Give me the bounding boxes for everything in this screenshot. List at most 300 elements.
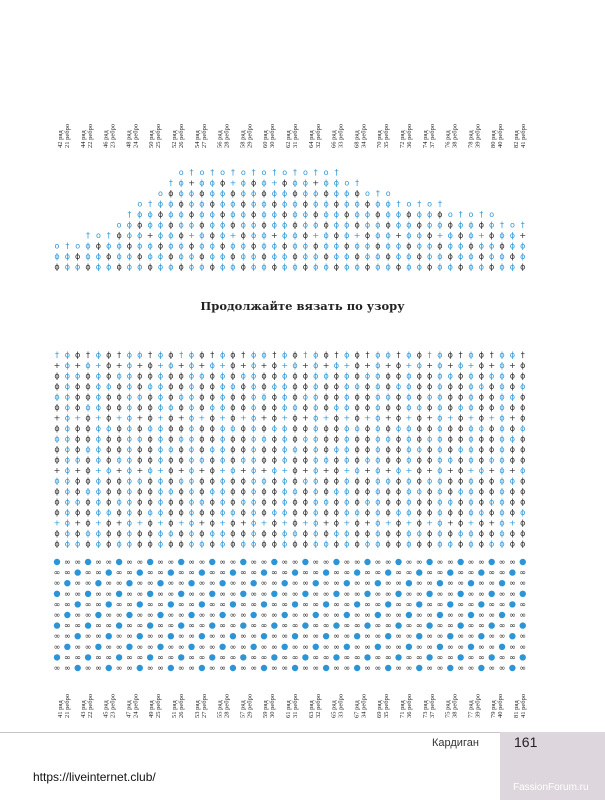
stitch-symbol: o (385, 189, 391, 198)
stitch-symbol: ϕ (489, 445, 495, 454)
stitch-symbol: ϕ (333, 476, 340, 486)
ring-symbol: ∞ (364, 642, 371, 652)
stitch-symbol: ϕ (126, 487, 133, 496)
stitch-symbol: ϕ (282, 350, 288, 360)
stitch-symbol: ϕ (209, 455, 215, 465)
ring-symbol: ∞ (364, 663, 371, 673)
stitch-symbol: ϕ (230, 518, 236, 528)
stitch-symbol: † (396, 199, 401, 209)
stitch-symbol: ϕ (458, 539, 464, 549)
stitch-symbol: † (437, 199, 442, 209)
stitch-symbol: ϕ (116, 497, 122, 507)
stitch-symbol: ϕ (188, 199, 195, 209)
stitch-symbol: ϕ (219, 371, 226, 381)
stitch-symbol: ϕ (416, 455, 422, 465)
stitch-symbol: ϕ (168, 497, 174, 507)
stitch-symbol: ϕ (375, 487, 381, 496)
stitch-symbol: ϕ (333, 497, 340, 507)
stitch-symbol: ϕ (354, 252, 360, 261)
stitch-symbol: ϕ (147, 262, 153, 272)
stitch-symbol: ϕ (75, 371, 81, 381)
stitch-symbol: ϕ (64, 361, 70, 370)
stitch-symbol: ϕ (468, 231, 474, 240)
stitch-symbol: + (467, 466, 475, 475)
stitch-symbol: ϕ (199, 189, 205, 198)
stitch-symbol: ϕ (209, 382, 215, 391)
ring-symbol: ∞ (302, 568, 309, 578)
purl-dot (406, 644, 412, 650)
stitch-symbol: ϕ (426, 455, 433, 465)
purl-dot (489, 559, 495, 565)
stitch-symbol: ϕ (313, 199, 319, 209)
ring-symbol: ∞ (405, 589, 413, 599)
row-label-text: 78 ряд (467, 130, 475, 148)
purl-dot (54, 559, 60, 565)
ring-symbol: ∞ (478, 642, 485, 652)
purl-dot (416, 665, 422, 671)
ring-symbol: ∞ (353, 557, 361, 567)
ring-symbol: ∞ (105, 652, 113, 662)
purl-dot (168, 601, 174, 607)
stitch-symbol: + (219, 361, 226, 370)
stitch-symbol: ϕ (375, 210, 381, 219)
row-label (331, 694, 345, 718)
stitch-symbol: ϕ (251, 424, 257, 433)
stitch-symbol: ϕ (209, 424, 215, 433)
ring-symbol: ∞ (498, 599, 506, 609)
stitch-symbol: ϕ (230, 413, 236, 423)
stitch-symbol: ϕ (219, 508, 226, 517)
purl-dot (416, 633, 422, 639)
stitch-symbol: ϕ (313, 518, 319, 528)
ring-symbol: ∞ (229, 557, 237, 567)
purl-dot (230, 569, 236, 575)
ring-symbol: ∞ (157, 568, 164, 578)
ring-symbol: ∞ (260, 589, 268, 599)
stitch-symbol: ϕ (147, 487, 153, 496)
stitch-symbol: ϕ (85, 466, 91, 475)
ring-symbol: ∞ (415, 578, 423, 588)
stitch-symbol: ϕ (282, 199, 288, 209)
stitch-symbol: + (260, 413, 268, 423)
purl-dot (489, 622, 495, 628)
stitch-symbol: ϕ (168, 189, 174, 198)
row-label (285, 694, 299, 718)
stitch-symbol: ϕ (147, 371, 153, 381)
ring-symbol: ∞ (115, 599, 123, 609)
stitch-symbol: ϕ (292, 350, 298, 360)
stitch-symbol: + (115, 361, 123, 370)
stitch-symbol: ϕ (292, 231, 298, 240)
stitch-symbol: ϕ (261, 434, 267, 444)
stitch-symbol: ϕ (282, 392, 288, 402)
ring-symbol: ∞ (333, 578, 340, 588)
stitch-symbol: ϕ (188, 508, 195, 517)
stitch-symbol: + (302, 361, 309, 370)
stitch-symbol: + (405, 361, 413, 370)
row-label-text: 40 ребро (497, 693, 505, 718)
stitch-symbol: ϕ (302, 231, 309, 240)
stitch-symbol: ϕ (116, 262, 122, 272)
purl-dot (313, 580, 319, 586)
stitch-symbol: ϕ (188, 392, 195, 402)
stitch-symbol: ϕ (271, 361, 277, 370)
ring-symbol: ∞ (291, 621, 299, 631)
ring-symbol: ∞ (519, 663, 527, 673)
stitch-symbol: ϕ (458, 424, 464, 433)
stitch-symbol: ϕ (520, 424, 526, 433)
purl-dot (230, 633, 236, 639)
stitch-symbol: † (334, 350, 339, 360)
stitch-symbol: ϕ (385, 392, 391, 402)
row-label (148, 694, 162, 718)
stitch-symbol: ϕ (240, 241, 246, 251)
stitch-symbol: ϕ (447, 539, 453, 549)
purl-dot (520, 654, 526, 660)
stitch-symbol: ϕ (499, 413, 505, 423)
stitch-symbol: ϕ (302, 455, 309, 465)
purl-dot (54, 622, 60, 628)
stitch-symbol: ϕ (64, 434, 70, 444)
stitch-symbol: ϕ (188, 403, 195, 412)
stitch-symbol: ϕ (261, 476, 267, 486)
ring-symbol: ∞ (498, 568, 506, 578)
stitch-symbol: ϕ (85, 361, 91, 370)
stitch-symbol: ϕ (199, 241, 205, 251)
stitch-symbol: ϕ (292, 199, 298, 209)
purl-dot (261, 633, 267, 639)
stitch-symbol: ϕ (364, 252, 371, 261)
row-label-text: 80 ряд (490, 130, 498, 148)
stitch-symbol: ϕ (437, 434, 443, 444)
ring-symbol: ∞ (105, 621, 113, 631)
stitch-symbol: ϕ (323, 529, 329, 538)
stitch-symbol: ϕ (302, 199, 309, 209)
stitch-symbol: ϕ (282, 220, 288, 230)
stitch-symbol: † (230, 168, 235, 177)
stitch-symbol: ϕ (354, 497, 360, 507)
stitch-symbol: ϕ (509, 241, 516, 251)
ring-symbol: ∞ (415, 610, 423, 620)
stitch-symbol: ϕ (499, 392, 505, 402)
stitch-symbol: ϕ (116, 476, 122, 486)
row-label-text: 53 ряд (193, 700, 201, 718)
ring-symbol: ∞ (105, 610, 113, 620)
stitch-symbol: ϕ (499, 529, 505, 538)
stitch-symbol: ϕ (54, 476, 60, 486)
purl-dot (499, 580, 505, 586)
stitch-symbol: ϕ (354, 529, 360, 538)
stitch-symbol: o (323, 168, 329, 177)
ring-symbol: ∞ (436, 652, 444, 662)
row-label-text: 23 ребро (109, 123, 117, 148)
purl-dot (406, 612, 412, 618)
stitch-symbol: ϕ (478, 262, 484, 272)
row-label-text: 24 ребро (132, 693, 140, 718)
stitch-symbol: ϕ (137, 508, 143, 517)
stitch-symbol: ϕ (95, 252, 102, 261)
stitch-symbol: ϕ (437, 445, 443, 454)
stitch-symbol: ϕ (147, 252, 153, 261)
stitch-symbol: ϕ (106, 445, 112, 454)
stitch-symbol: ϕ (364, 445, 371, 454)
stitch-symbol: ϕ (489, 476, 495, 486)
stitch-symbol: o (427, 199, 433, 209)
stitch-symbol: + (322, 413, 330, 423)
row-label (80, 694, 94, 718)
stitch-symbol: ϕ (447, 476, 453, 486)
stitch-symbol: + (405, 466, 413, 475)
stitch-symbol: ϕ (157, 371, 164, 381)
row-label-text: 34 ребро (360, 693, 368, 718)
stitch-symbol: ϕ (458, 508, 464, 517)
purl-dot (509, 665, 515, 671)
stitch-symbol: ϕ (416, 231, 422, 240)
stitch-symbol: ϕ (178, 434, 184, 444)
stitch-symbol: ϕ (282, 252, 288, 261)
stitch-symbol: ϕ (209, 497, 215, 507)
stitch-symbol: ϕ (323, 403, 329, 412)
stitch-symbol: ϕ (178, 241, 184, 251)
purl-dot (282, 612, 288, 618)
stitch-symbol: ϕ (209, 487, 215, 496)
ring-symbol: ∞ (498, 652, 506, 662)
stitch-symbol: ϕ (385, 487, 391, 496)
stitch-symbol: ϕ (489, 220, 495, 230)
stitch-symbol: ϕ (95, 424, 102, 433)
stitch-symbol: ϕ (292, 445, 298, 454)
ring-symbol: ∞ (426, 663, 433, 673)
ring-symbol: ∞ (250, 631, 257, 641)
ring-symbol: ∞ (64, 631, 71, 641)
stitch-symbol: ϕ (395, 382, 402, 391)
row-label-text: 79 ряд (490, 700, 498, 718)
purl-dot (230, 601, 236, 607)
stitch-symbol: ϕ (313, 424, 319, 433)
stitch-symbol: ϕ (364, 508, 371, 517)
stitch-symbol: † (427, 350, 432, 360)
stitch-symbol: o (282, 168, 288, 177)
stitch-symbol: ϕ (426, 241, 433, 251)
stitch-symbol: ϕ (168, 392, 174, 402)
stitch-symbol: ϕ (85, 424, 91, 433)
stitch-symbol: ϕ (292, 178, 298, 188)
stitch-symbol: † (148, 350, 153, 360)
stitch-symbol: ϕ (106, 529, 112, 538)
stitch-symbol: ϕ (489, 508, 495, 517)
stitch-symbol: ϕ (85, 413, 91, 423)
stitch-symbol: ϕ (157, 382, 164, 391)
ring-symbol: ∞ (115, 631, 123, 641)
stitch-symbol: ϕ (75, 445, 81, 454)
stitch-symbol: ϕ (385, 476, 391, 486)
purl-dot (157, 580, 163, 586)
stitch-symbol: ϕ (354, 487, 360, 496)
stitch-symbol: ϕ (509, 262, 516, 272)
ring-symbol: ∞ (74, 557, 82, 567)
stitch-symbol: ϕ (54, 487, 60, 496)
ring-symbol: ∞ (146, 610, 154, 620)
purl-dot (478, 665, 484, 671)
stitch-symbol: ϕ (313, 361, 319, 370)
ring-symbol: ∞ (105, 578, 113, 588)
purl-dot (157, 644, 163, 650)
stitch-symbol: + (509, 466, 516, 475)
ring-symbol: ∞ (488, 568, 496, 578)
row-label-text: 66 ряд (330, 130, 338, 148)
stitch-symbol: ϕ (178, 455, 184, 465)
ring-symbol: ∞ (260, 652, 268, 662)
stitch-symbol: ϕ (209, 262, 215, 272)
ring-symbol: ∞ (271, 631, 278, 641)
purl-dot (457, 591, 463, 597)
row-label-text: 70 ряд (376, 130, 384, 148)
stitch-symbol: ϕ (447, 241, 453, 251)
stitch-symbol: ϕ (64, 371, 70, 381)
stitch-symbol: ϕ (416, 539, 422, 549)
stitch-symbol: † (313, 168, 318, 177)
purl-dot (406, 580, 412, 586)
stitch-symbol: ϕ (458, 371, 464, 381)
stitch-symbol: ϕ (426, 231, 433, 240)
ring-symbol: ∞ (53, 663, 61, 673)
stitch-symbol: ϕ (292, 241, 298, 251)
ring-symbol: ∞ (312, 652, 320, 662)
stitch-symbol: ϕ (219, 529, 226, 538)
stitch-symbol: + (426, 413, 433, 423)
stitch-symbol: ϕ (271, 529, 277, 538)
stitch-symbol: ϕ (323, 382, 329, 391)
stitch-symbol: ϕ (75, 262, 81, 272)
purl-dot (385, 665, 391, 671)
stitch-symbol: ϕ (199, 382, 205, 391)
ring-symbol: ∞ (95, 589, 102, 599)
stitch-symbol: ϕ (271, 518, 277, 528)
stitch-symbol: ϕ (157, 508, 164, 517)
row-label-text: 39 ребро (474, 123, 482, 148)
stitch-symbol: ϕ (375, 518, 381, 528)
stitch-symbol: ϕ (313, 371, 319, 381)
stitch-symbol: + (488, 361, 496, 370)
ring-symbol: ∞ (436, 599, 444, 609)
stitch-symbol: ϕ (209, 445, 215, 454)
ring-symbol: ∞ (446, 578, 454, 588)
stitch-symbol: + (384, 466, 392, 475)
ring-symbol: ∞ (136, 557, 144, 567)
stitch-symbol: ϕ (64, 382, 70, 391)
stitch-symbol: ϕ (509, 434, 516, 444)
ring-symbol: ∞ (374, 568, 382, 578)
ring-symbol: ∞ (364, 631, 371, 641)
purl-dot (188, 644, 194, 650)
ring-symbol: ∞ (198, 589, 206, 599)
row-label-text: 33 ребро (337, 693, 345, 718)
row-label-text: 55 ряд (216, 700, 224, 718)
stitch-symbol: ϕ (168, 361, 174, 370)
stitch-symbol: ϕ (54, 445, 60, 454)
ring-symbol: ∞ (498, 663, 506, 673)
stitch-symbol: ϕ (209, 466, 215, 475)
stitch-symbol: † (86, 350, 91, 360)
stitch-symbol: ϕ (188, 434, 195, 444)
stitch-symbol: + (177, 518, 185, 528)
purl-dot (499, 644, 505, 650)
stitch-symbol: ϕ (271, 445, 277, 454)
purl-dot (178, 591, 184, 597)
ring-symbol: ∞ (488, 663, 496, 673)
ring-symbol: ∞ (188, 599, 195, 609)
stitch-symbol: ϕ (437, 210, 443, 219)
row-label-text: 21 ребро (64, 123, 71, 148)
stitch-symbol: ϕ (323, 210, 329, 219)
stitch-symbol: ϕ (157, 262, 164, 272)
ring-symbol: ∞ (498, 631, 506, 641)
stitch-symbol: + (467, 361, 475, 370)
ring-symbol: ∞ (95, 663, 102, 673)
stitch-symbol: ϕ (354, 434, 360, 444)
stitch-symbol: + (509, 361, 516, 370)
ring-symbol: ∞ (84, 610, 92, 620)
stitch-symbol: ϕ (199, 220, 205, 230)
stitch-symbol: ϕ (458, 241, 464, 251)
stitch-symbol: ϕ (437, 220, 443, 230)
stitch-symbol: ϕ (292, 455, 298, 465)
stitch-symbol: † (396, 350, 401, 360)
stitch-symbol: † (251, 168, 256, 177)
ring-symbol: ∞ (177, 610, 185, 620)
ring-symbol: ∞ (333, 599, 340, 609)
stitch-symbol: + (405, 518, 413, 528)
stitch-symbol: ϕ (489, 392, 495, 402)
stitch-symbol: ϕ (137, 455, 143, 465)
stitch-symbol: ϕ (426, 487, 433, 496)
stitch-symbol: ϕ (375, 403, 381, 412)
stitch-symbol: ϕ (137, 529, 143, 538)
stitch-symbol: + (426, 466, 433, 475)
stitch-symbol: ϕ (261, 241, 267, 251)
stitch-symbol: + (188, 178, 195, 188)
row-label-text: 27 ребро (200, 123, 208, 148)
stitch-symbol: ϕ (240, 210, 246, 219)
stitch-symbol: ϕ (395, 210, 402, 219)
ring-symbol: ∞ (478, 621, 485, 631)
stitch-symbol: o (365, 189, 370, 198)
stitch-symbol: ϕ (178, 199, 184, 209)
stitch-symbol: ϕ (437, 476, 443, 486)
stitch-symbol: + (364, 413, 371, 423)
stitch-symbol: ϕ (64, 252, 70, 261)
stitch-symbol: ϕ (271, 539, 277, 549)
row-label-text: 32 ребро (314, 123, 322, 148)
stitch-symbol: ϕ (520, 252, 526, 261)
stitch-symbol: ϕ (209, 178, 215, 188)
stitch-symbol: ϕ (230, 497, 236, 507)
stitch-symbol: ϕ (251, 466, 257, 475)
row-label (422, 694, 436, 718)
ring-symbol: ∞ (208, 631, 216, 641)
stitch-symbol: ϕ (261, 403, 267, 412)
stitch-symbol: ϕ (261, 350, 267, 360)
stitch-symbol: + (115, 518, 123, 528)
stitch-symbol: ϕ (437, 424, 443, 433)
row-label-text: 22 ребро (86, 693, 94, 718)
stitch-symbol: ϕ (64, 497, 70, 507)
ring-symbol: ∞ (478, 610, 485, 620)
stitch-symbol: ϕ (344, 220, 350, 230)
stitch-symbol: ϕ (478, 424, 484, 433)
stitch-symbol: ϕ (292, 252, 298, 261)
purl-dot (75, 569, 81, 575)
